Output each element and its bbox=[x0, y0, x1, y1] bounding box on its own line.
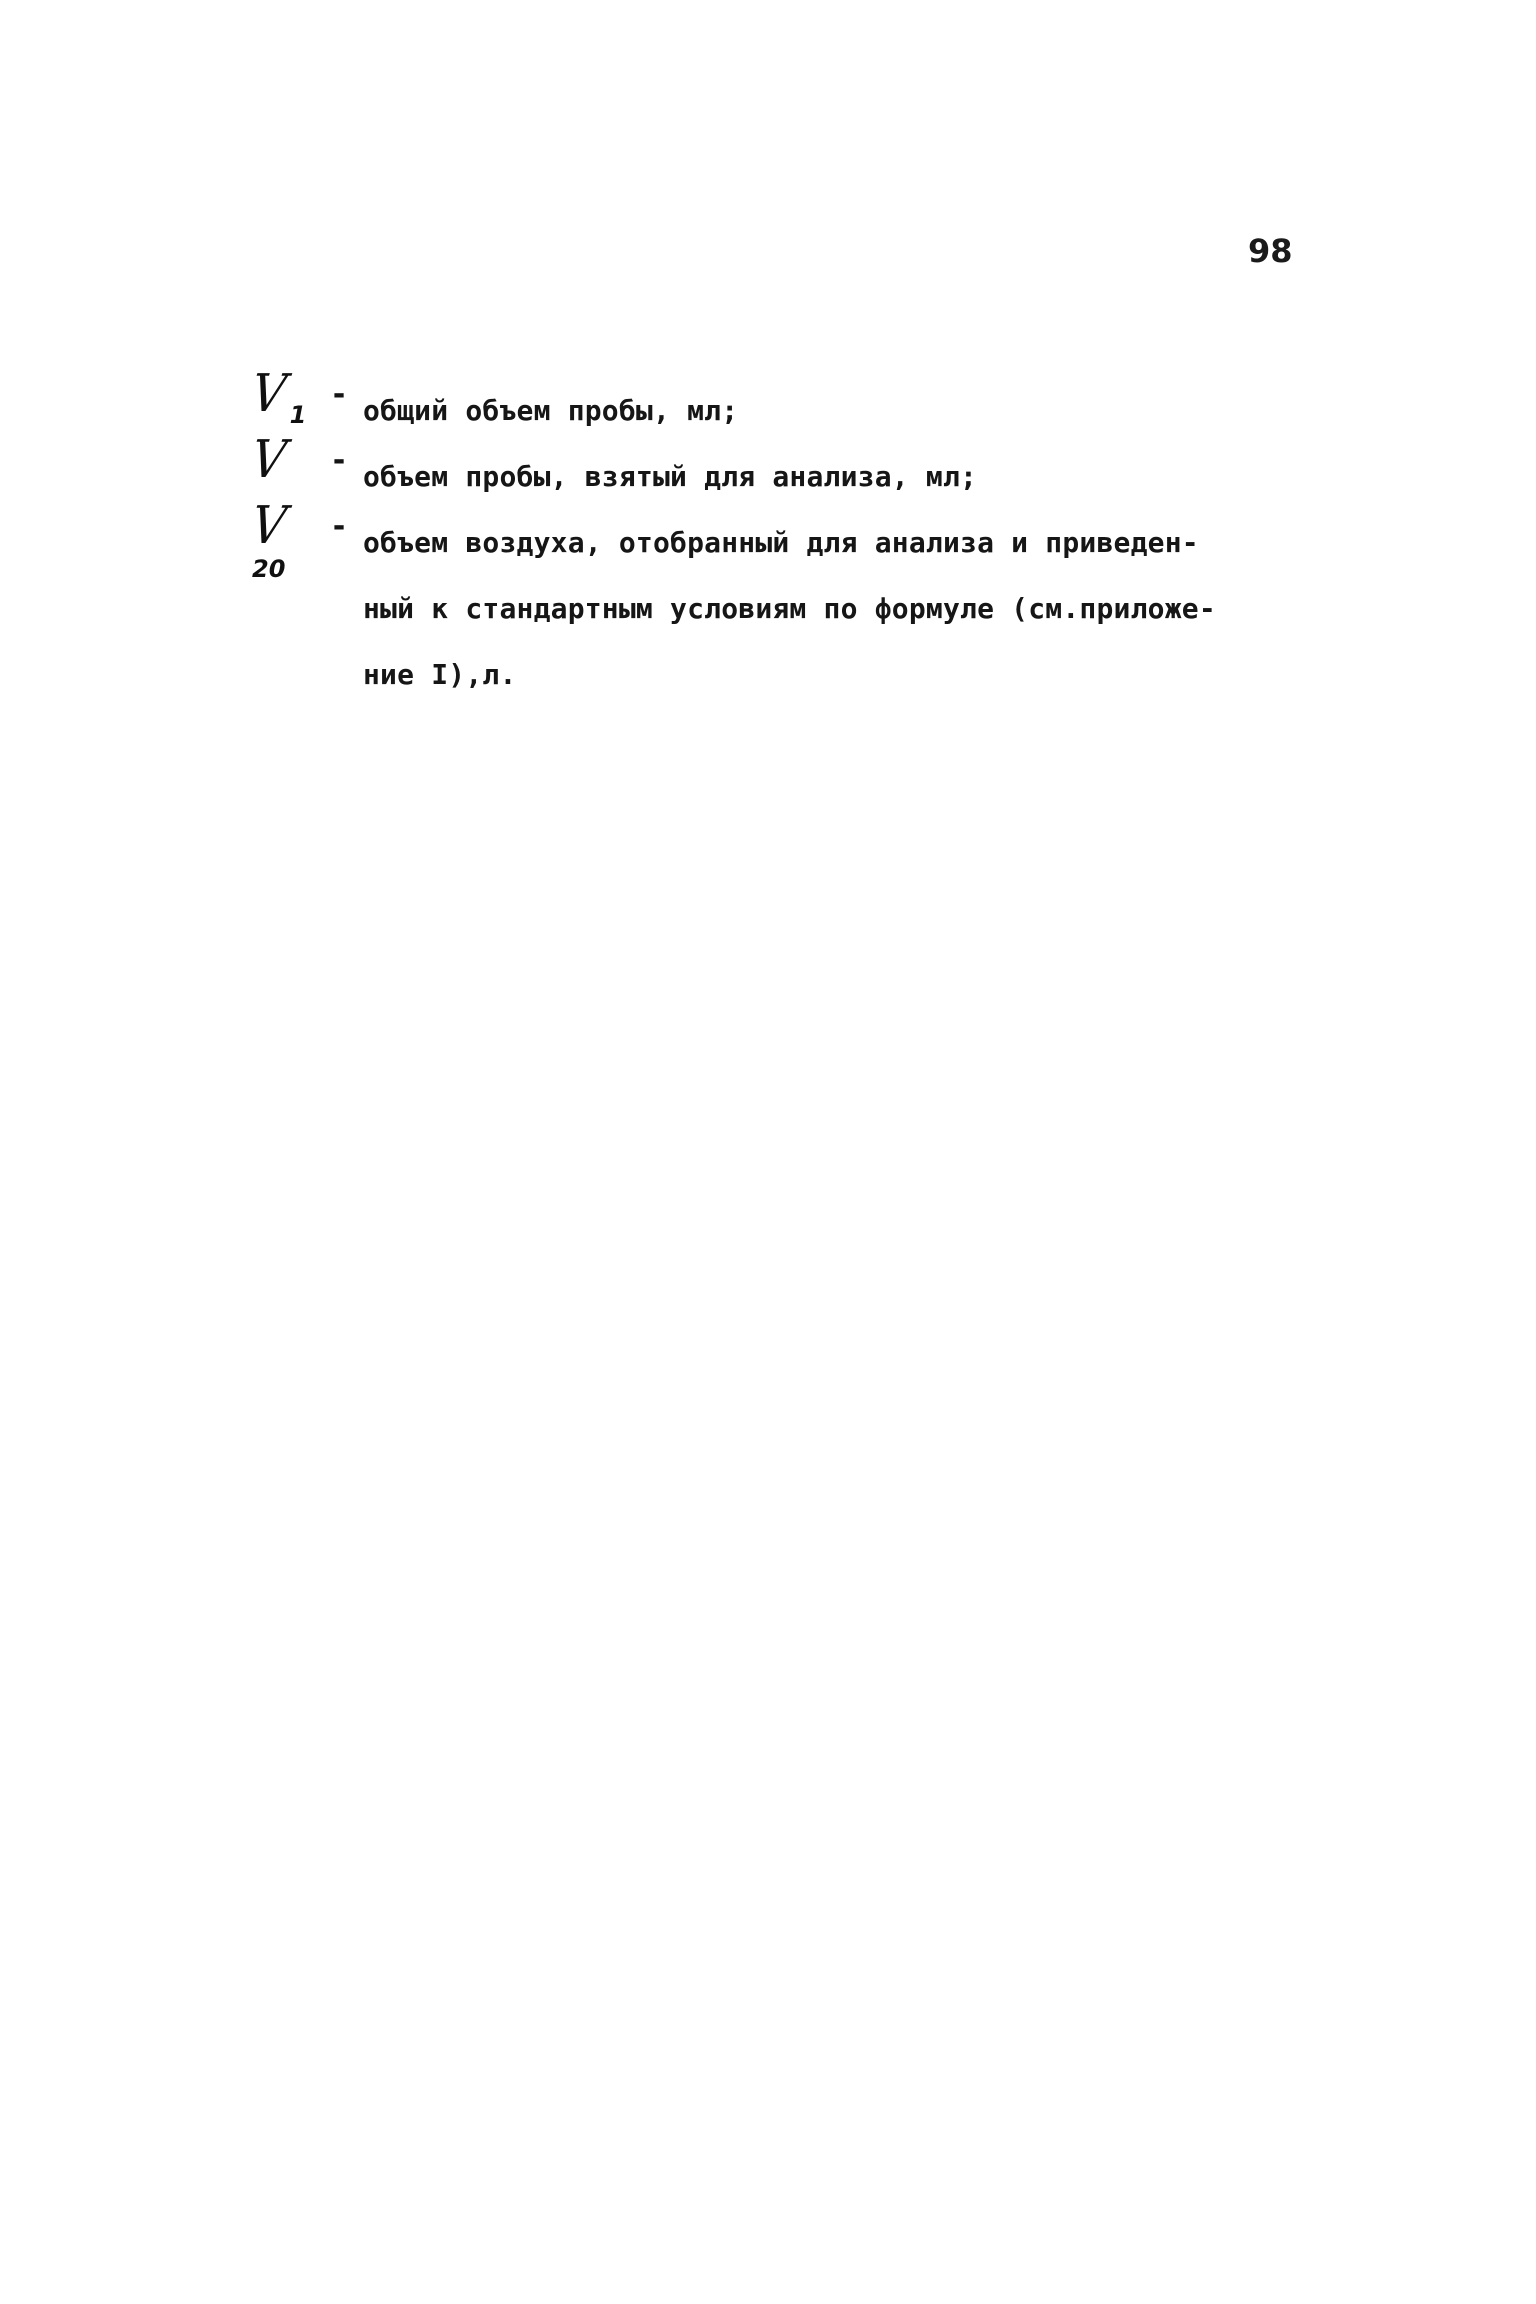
description-line: ние I),л. bbox=[363, 658, 517, 691]
symbol-letter: V bbox=[248, 496, 290, 556]
variable-legend bbox=[248, 364, 1350, 698]
description-line: общий объем пробы, мл; bbox=[363, 394, 739, 427]
legend-item-v20 bbox=[248, 496, 1350, 698]
symbol-letter: V bbox=[248, 364, 290, 424]
variable-description bbox=[363, 510, 1223, 708]
definition-dash: - bbox=[330, 509, 349, 544]
symbol-letter: V bbox=[248, 430, 290, 490]
legend-item-v bbox=[248, 430, 1350, 500]
definition-dash: - bbox=[330, 377, 349, 412]
description-line: ный к стандартным условиям по формуле (см.приложе- bbox=[363, 592, 1216, 625]
page-number: 98 bbox=[1248, 232, 1293, 270]
definition-dash: - bbox=[330, 443, 349, 478]
variable-symbol bbox=[248, 430, 320, 500]
symbol-subscript: 20 bbox=[252, 555, 286, 583]
variable-symbol bbox=[248, 364, 320, 434]
description-line: объем пробы, взятый для анализа, мл; bbox=[363, 460, 978, 493]
variable-symbol bbox=[248, 496, 320, 583]
description-line: объем воздуха, отобранный для анализа и приведен- bbox=[363, 526, 1199, 559]
legend-item-v1 bbox=[248, 364, 1350, 434]
symbol-subscript: 1 bbox=[289, 401, 307, 429]
